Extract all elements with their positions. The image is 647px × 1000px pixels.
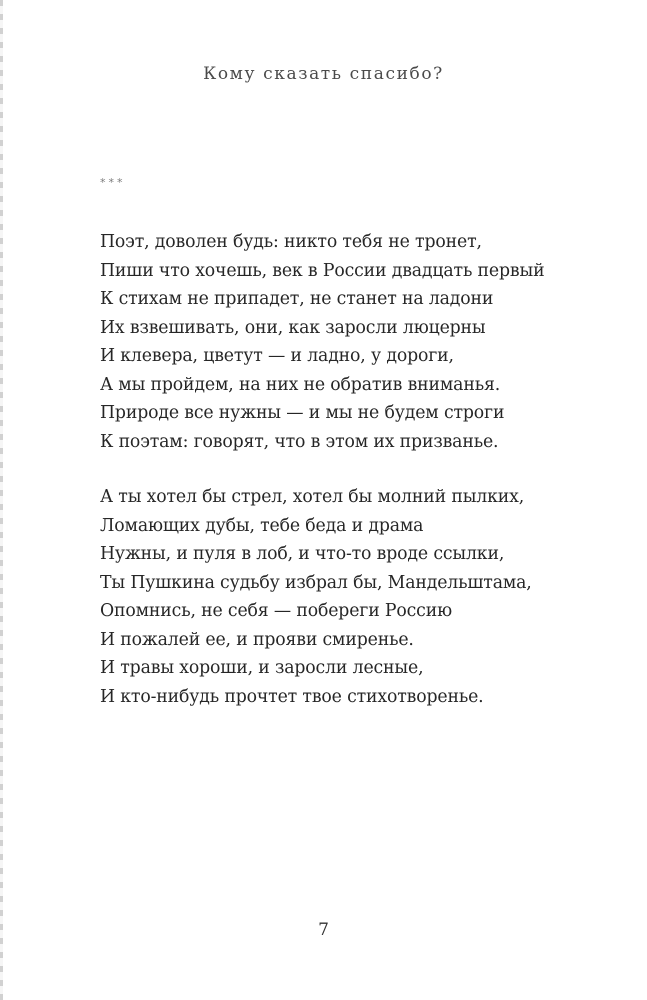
poem-line: Нужны, и пуля в лоб, и что-то вроде ссылки, <box>100 544 505 564</box>
poem-line: К стихам не припадет, не станет на ладони <box>100 289 494 309</box>
poem-line: И клевера, цветут — и ладно, у дороги, <box>100 346 454 366</box>
poem-line: И пожалей ее, и прояви смиренье. <box>100 629 414 650</box>
page-edge-shadow <box>0 0 3 1000</box>
poem-line: А ты хотел бы стрел, хотел бы молний пылких, <box>100 487 525 507</box>
poem-line: Опомнись, не себя — побереги Россию <box>100 601 452 621</box>
poem-line: А мы пройдем, на них не обратив вниманья. <box>100 374 501 395</box>
poem-line: Ты Пушкина судьбу избрал бы, Мандельштама, <box>100 572 532 593</box>
poem-line: И кто-нибудь прочтет твое стихотворенье. <box>100 686 484 707</box>
poem-line: Ломающих дубы, тебе беда и драма <box>100 515 424 536</box>
page-number: 7 <box>318 920 329 940</box>
poem-separator: *** <box>100 176 126 189</box>
poem-line: Природе все нужны — и мы не будем строги <box>100 403 505 423</box>
poem-line: И травы хороши, и заросли лесные, <box>100 658 424 678</box>
poem-line: Их взвешивать, они, как заросли люцерны <box>100 317 486 338</box>
stanza-2 <box>100 483 600 711</box>
poem-line: К поэтам: говорят, что в этом их призванье. <box>100 431 499 452</box>
poem-line: Пиши что хочешь, век в России двадцать первый <box>100 260 545 281</box>
running-head: Кому сказать спасибо? <box>203 64 444 84</box>
poem-line: Поэт, доволен будь: никто тебя не тронет, <box>100 232 482 252</box>
stanza-1 <box>100 228 600 456</box>
